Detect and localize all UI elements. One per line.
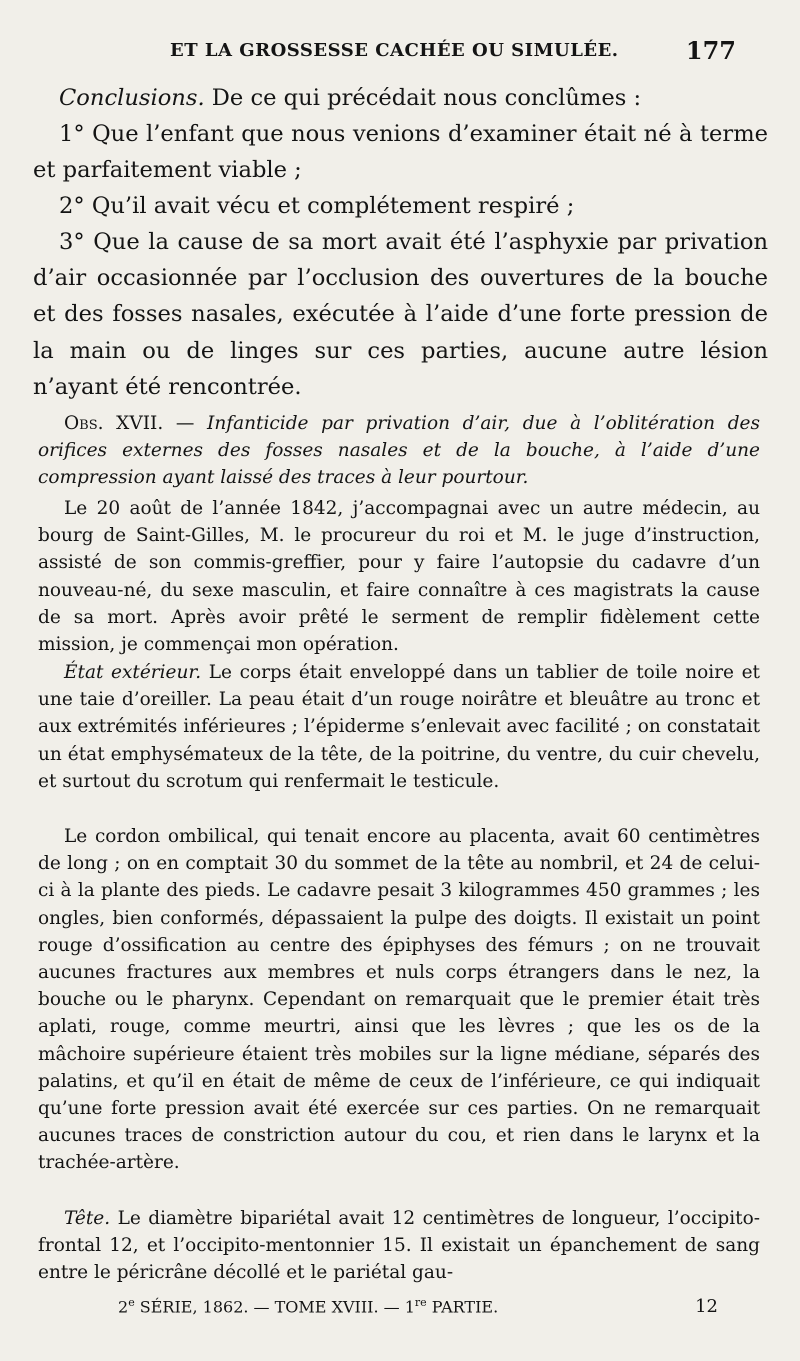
conclusion-item-1: 1° Que l’enfant que nous venions d’examiner était né à terme et parfaitement viable ; (33, 121, 768, 184)
series-line (118, 1296, 498, 1316)
exterior-label: État extérieur. (64, 662, 202, 683)
page-footer (118, 1296, 718, 1328)
running-title: ET LA GROSSESSE CACHÉE OU SIMULÉE. (170, 40, 619, 61)
part-sup: re (414, 1296, 427, 1309)
observation-paragraph-4 (38, 1205, 760, 1287)
conclusions-paragraph (33, 80, 768, 116)
head-label: Tête. (64, 1208, 111, 1229)
observation-title: Infanticide par privation d’air, due à l’oblitération des orifices externes des fosses nasales et de la bouche, à l’aide d’une compression ayant laissé des traces à leur pourtour. (38, 413, 761, 489)
exterior-text: Le corps était enveloppé dans un tablier de toile noire et une taie d’oreiller. La peau était d’un rouge noirâtre et bleuâtre au tronc et aux extrémités inférieures ; l’épiderme s’enlevait avec facilité ; on constatait un état emphysémateux de la tête, de la poitrine, du ventre, du cuir chevelu, et surtout du scrotum qui renfermait le testicule. (38, 662, 760, 792)
conclusions-intro: De ce qui précédait nous conclûmes : (204, 85, 642, 111)
conclusion-item-3: 3° Que la cause de sa mort avait été l’asphyxie par privation d’air occasionnée par l’occlusion des ouvertures de la bouche et des fosses nasales, exécutée à l’aide d’une forte pression de la main ou de linges sur ces parties, aucune autre lésion n’ayant été rencontrée. (33, 229, 768, 400)
observation-paragraph-2 (38, 659, 760, 795)
conclusion-item-2: 2° Qu’il avait vécu et complétement respiré ; (59, 193, 575, 219)
series-number: 2 (118, 1297, 129, 1317)
head-text: Le diamètre bipariétal avait 12 centimètres de longueur, l’occipito-frontal 12, et l’occipito-mentonnier 15. Il existait un épanchement de sang entre le péricrâne décollé et le pariétal gau- (38, 1208, 760, 1284)
observation-label: Obs. XVII. (64, 413, 164, 434)
observation-paragraph-3: Le cordon ombilical, qui tenait encore au placenta, avait 60 centimètres de long ; on en comptait 30 du sommet de la tête au nombril, et 24 de celui-ci à la plante des pieds. Le cadavre pesait 3 kilogrammes 450 grammes ; les ongles, bien conformés, dépassaient la pulpe des doigts. Il existait un point rouge d’ossification au centre des épiphyses des fémurs ; on ne trouvait aucunes fractures aux membres et nuls corps étrangers dans le nez, la bouche ou le pharynx. Cependant on remarquait que le premier était très aplati, rouge, comme meurtri, ainsi que les lèvres ; que les os de la mâchoire supérieure étaient très mobiles sur la ligne médiane, séparés des palatins, et qu’il en était de même de ceux de l’inférieure, ce qui indiquait qu’une forte pression avait été exercée sur ces parties. On ne remarquait aucunes traces de constriction autour du cou, et rien dans le larynx et la trachée-artère. (38, 826, 760, 1174)
observation-dash: — (163, 413, 208, 434)
observation-paragraph-1: Le 20 août de l’année 1842, j’accompagnai avec un autre médecin, au bourg de Saint-Gilles, M. le procureur du roi et M. le juge d’instruction, assisté de son commis-greffier, pour y faire l’autopsie du cadavre d’un nouveau-né, du sexe masculin, et faire connaître à ces magistrats la cause de sa mort. Après avoir prêté le serment de remplir fidèlement cette mission, je commençai mon opération. (38, 498, 760, 656)
conclusions-label: Conclusions. (59, 85, 205, 111)
series-text: SÉRIE, 1862. — TOME XVIII. — 1 (134, 1297, 415, 1317)
signature-mark: 12 (695, 1296, 718, 1317)
page-number: 177 (685, 36, 736, 65)
part-text: PARTIE. (426, 1297, 499, 1317)
observation-heading (38, 410, 760, 492)
running-header (60, 36, 736, 68)
series-sup: e (128, 1296, 135, 1309)
